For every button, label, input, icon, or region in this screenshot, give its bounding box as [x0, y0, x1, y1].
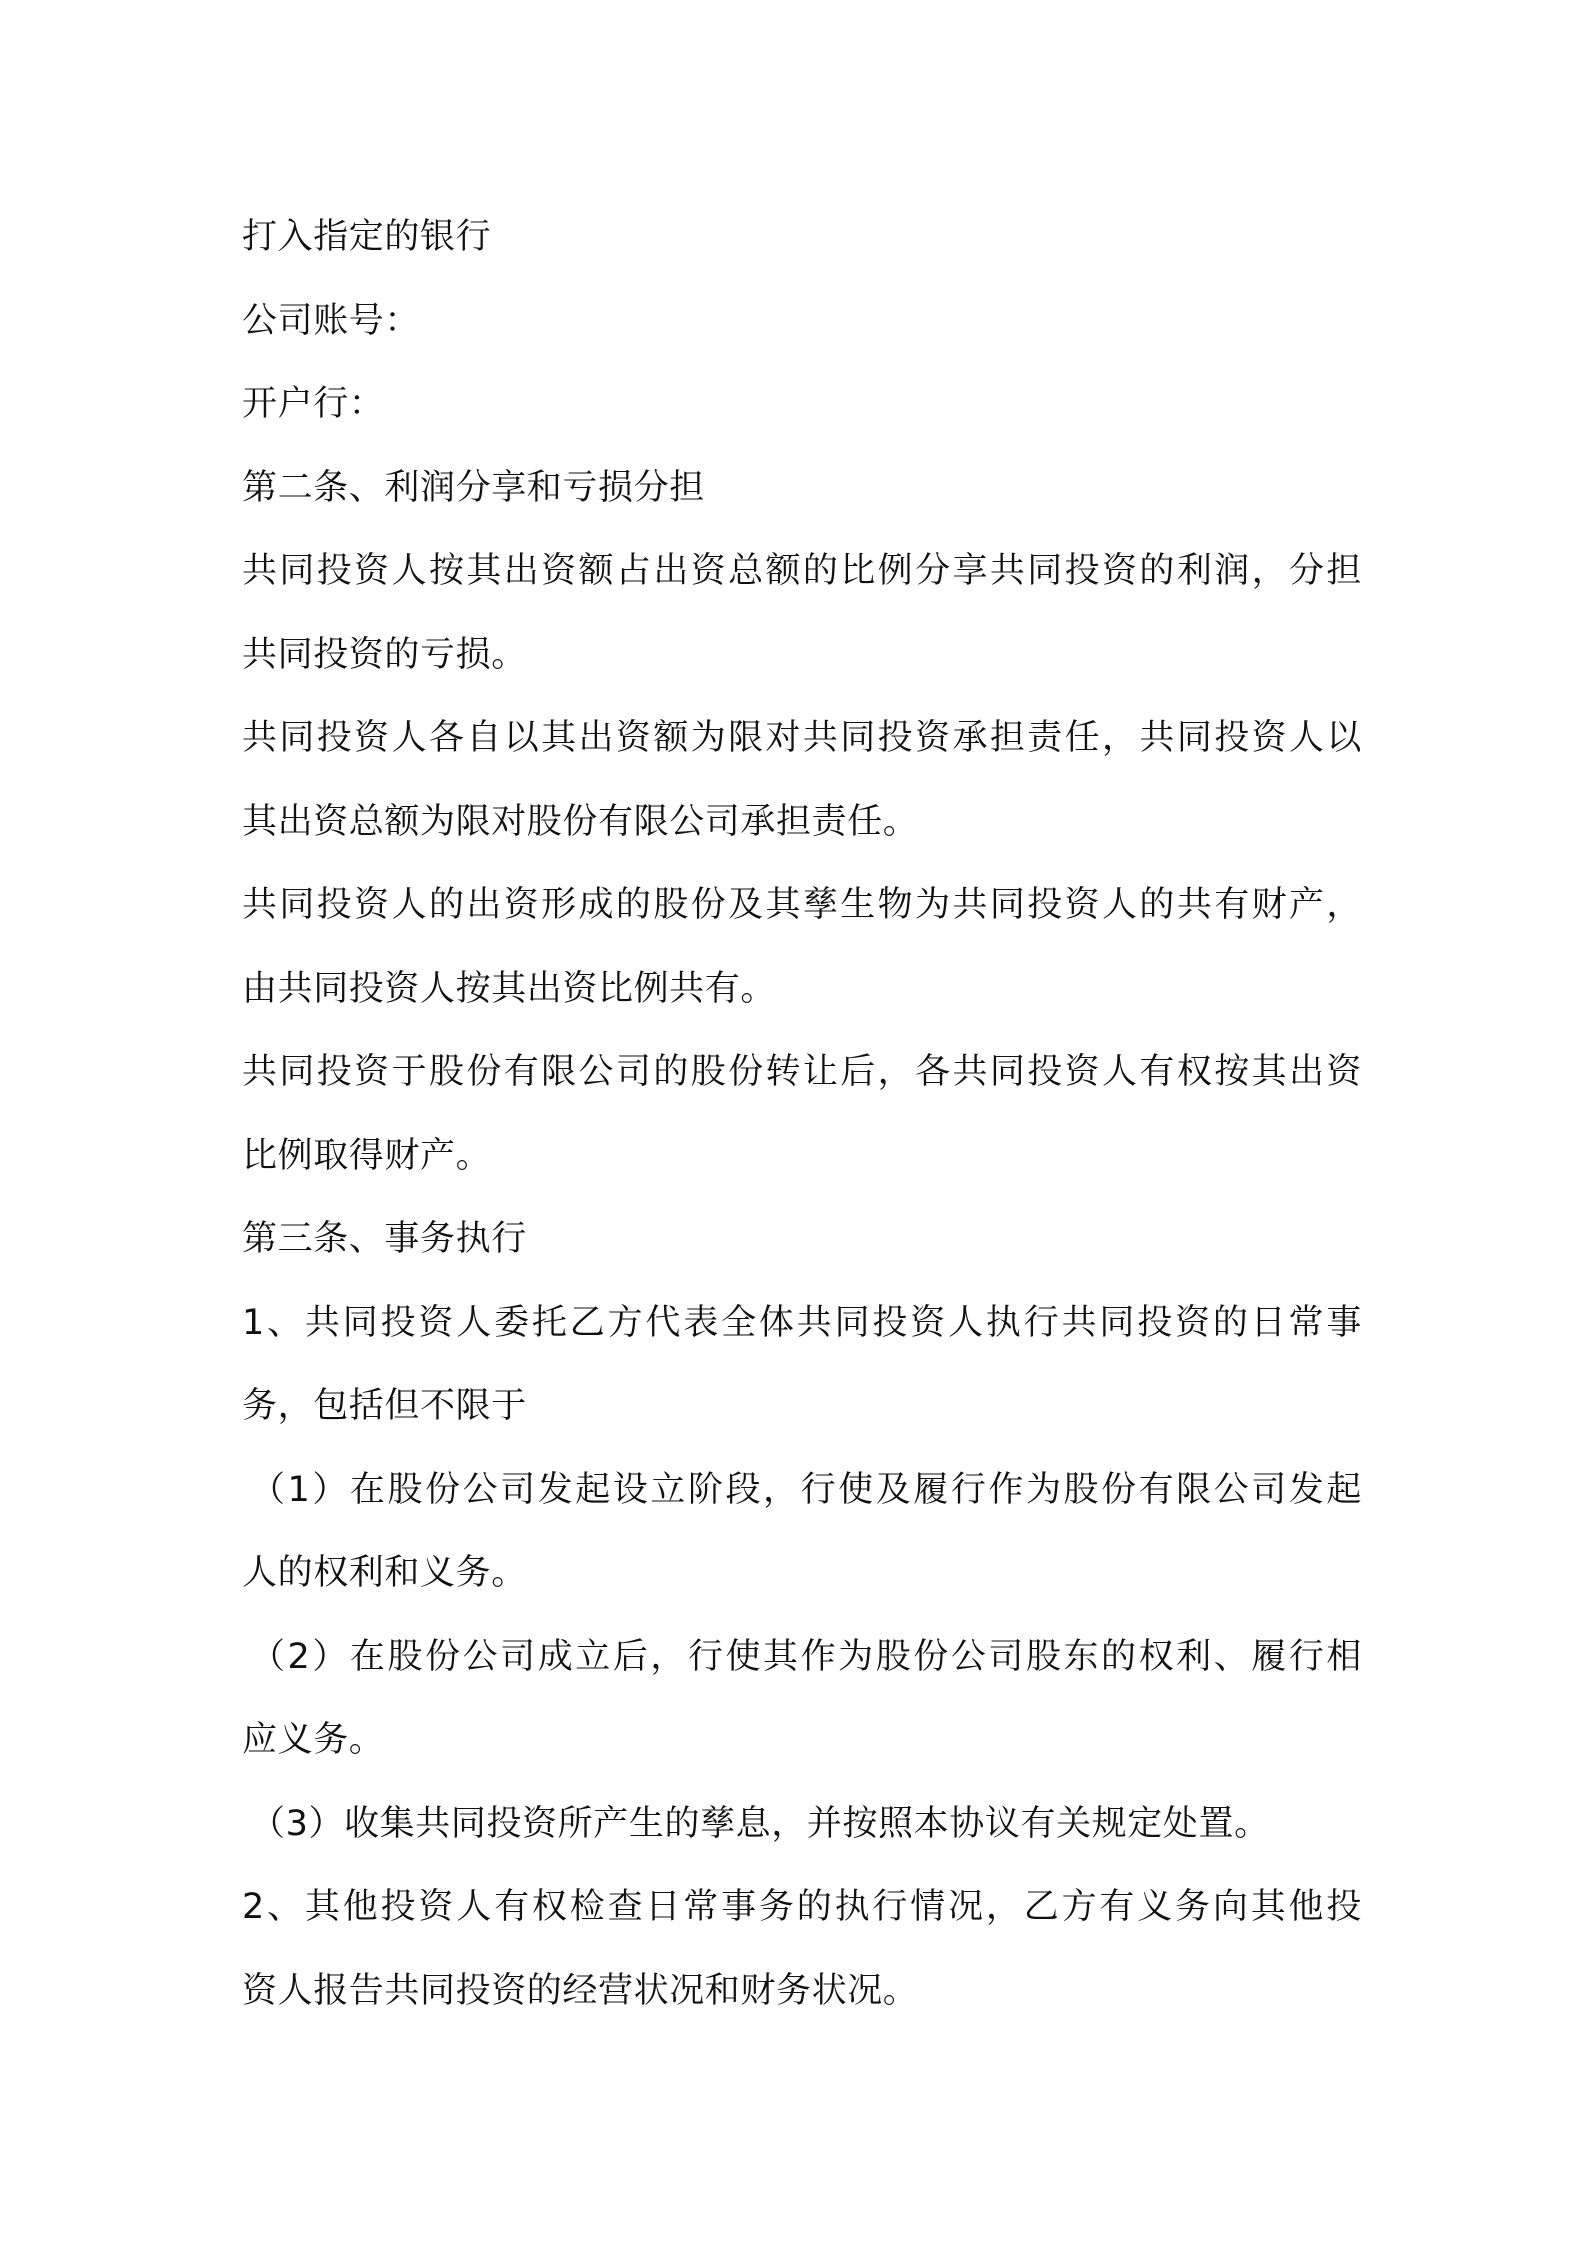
- paragraph-line: 共同投资的亏损。: [242, 634, 527, 675]
- paragraph-line: 共同投资人各自以其出资额为限对共同投资承担责任，共同投资人以: [242, 718, 1362, 758]
- sub-item-line: 人的权利和义务。: [242, 1553, 527, 1593]
- paragraph-line: 其出资总额为限对股份有限公司承担责任。: [242, 801, 919, 842]
- list-item-line: 资人报告共同投资的经营状况和财务状况。: [242, 1970, 919, 2011]
- text-line-bank-instruction: 打入指定的银行: [242, 217, 492, 257]
- list-item-line: 1、共同投资人委托乙方代表全体共同投资人执行共同投资的日常事: [242, 1302, 1362, 1343]
- paragraph-line: 共同投资人按其出资额占出资总额的比例分享共同投资的利润，分担: [242, 551, 1362, 591]
- paragraph-line: 由共同投资人按其出资比例共有。: [242, 968, 777, 1009]
- text-line-company-account: 公司账号：: [242, 300, 421, 341]
- paragraph-line: 共同投资于股份有限公司的股份转让后，各共同投资人有权按其出资: [242, 1052, 1362, 1092]
- sub-item-line: （1）在股份公司发起设立阶段，行使及履行作为股份有限公司发起: [250, 1469, 1362, 1510]
- list-item-line: 务，包括但不限于: [242, 1386, 527, 1426]
- sub-item-line: （3）收集共同投资所产生的孳息，并按照本协议有关规定处置。: [250, 1803, 1270, 1844]
- paragraph-line: 共同投资人的出资形成的股份及其孳生物为共同投资人的共有财产，: [242, 885, 1362, 925]
- text-line-opening-bank: 开户行：: [242, 384, 385, 424]
- sub-item-line: 应义务。: [242, 1720, 385, 1760]
- section-heading-article-2: 第二条、利润分享和亏损分担: [242, 467, 705, 508]
- paragraph-line: 比例取得财产。: [242, 1135, 492, 1176]
- document-body: [242, 196, 1362, 2033]
- list-item-line: 2、其他投资人有权检查日常事务的执行情况，乙方有义务向其他投: [242, 1887, 1362, 1927]
- sub-item-line: （2）在股份公司成立后，行使其作为股份公司股东的权利、履行相: [250, 1636, 1362, 1677]
- section-heading-article-3: 第三条、事务执行: [242, 1219, 527, 1259]
